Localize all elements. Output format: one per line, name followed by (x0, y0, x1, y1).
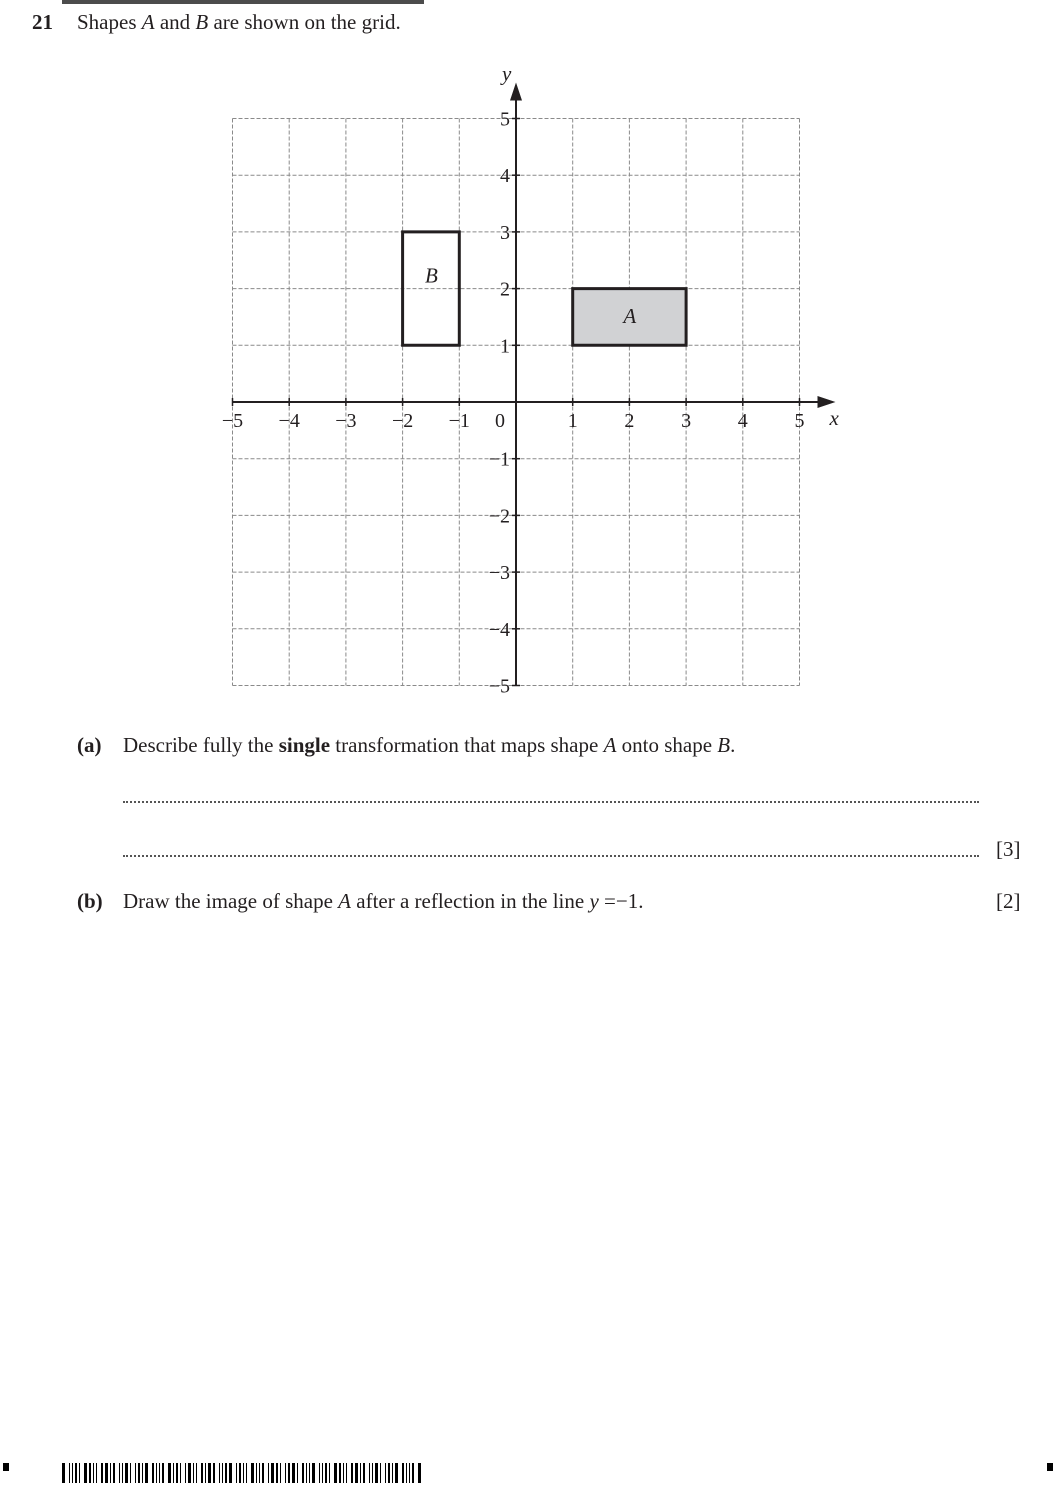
barcode-bar (180, 1463, 181, 1483)
registration-mark-right (1047, 1463, 1053, 1471)
shape-label-b: B (424, 263, 438, 288)
barcode-bar (412, 1463, 414, 1483)
barcode-bar (288, 1463, 290, 1483)
barcode-bar (208, 1463, 211, 1483)
part-a-label: (a) (77, 733, 102, 757)
barcode-bar (276, 1463, 278, 1483)
barcode-bar (363, 1463, 365, 1483)
barcode-bar (246, 1463, 247, 1483)
y-tick-label: 3 (500, 221, 510, 244)
x-tick-label: −1 (448, 410, 470, 432)
x-tick-label: 1 (567, 410, 578, 432)
barcode-bar (306, 1463, 307, 1483)
part-b-label: (b) (77, 889, 103, 913)
barcode-bar (418, 1463, 421, 1483)
barcode-bar (322, 1463, 323, 1483)
barcode-bar (185, 1463, 186, 1483)
barcode-bar (346, 1463, 347, 1483)
barcode-bar (334, 1463, 337, 1483)
barcode-bar (159, 1463, 160, 1483)
barcode-bar (259, 1463, 260, 1483)
barcode-bar (409, 1463, 410, 1483)
barcode-bar (122, 1463, 123, 1483)
barcode-bar (339, 1463, 341, 1483)
barcode-bar (138, 1463, 140, 1483)
x-tick-label: 0 (495, 410, 505, 432)
barcode-bar (292, 1463, 295, 1483)
barcode-bar (268, 1463, 269, 1483)
barcode-bar (392, 1463, 393, 1483)
barcode-bar (89, 1463, 91, 1483)
barcode-bar (96, 1463, 97, 1483)
barcode-bar (110, 1463, 111, 1483)
barcode-bar (79, 1463, 80, 1483)
barcode-bar (256, 1463, 257, 1483)
barcode-bar (302, 1463, 304, 1483)
x-tick-label: −5 (221, 410, 244, 432)
y-axis-label: y (502, 61, 512, 86)
barcode-bar (402, 1463, 404, 1483)
y-axis-arrow (510, 83, 522, 101)
barcode-bar (213, 1463, 215, 1483)
barcode-bar (176, 1463, 178, 1483)
barcode-bar (188, 1463, 191, 1483)
barcode-bar (119, 1463, 120, 1483)
barcode-bar (62, 1463, 65, 1483)
barcode-bar (251, 1463, 254, 1483)
barcode-bar (329, 1463, 330, 1483)
barcode-bar (145, 1463, 148, 1483)
barcode-bar (312, 1463, 315, 1483)
barcode-bar (229, 1463, 232, 1483)
barcode-bar (285, 1463, 286, 1483)
barcode-bar (343, 1463, 344, 1483)
barcode-bar (297, 1463, 298, 1483)
y-tick-label: 1 (500, 335, 510, 358)
page-barcode (62, 1463, 424, 1483)
barcode-bar (162, 1463, 164, 1483)
barcode-bar (69, 1463, 70, 1483)
barcode-bar (201, 1463, 203, 1483)
part-b-marks: [2] (996, 889, 1021, 913)
barcode-bar (75, 1463, 77, 1483)
question-number: 21 (32, 10, 53, 34)
barcode-bar (243, 1463, 244, 1483)
y-tick-label: −2 (488, 505, 510, 528)
y-tick-label: −4 (488, 618, 510, 641)
barcode-bar (219, 1463, 220, 1483)
y-tick-label: 2 (500, 278, 510, 301)
barcode-bar (125, 1463, 128, 1483)
barcode-bar (280, 1463, 281, 1483)
barcode-bar (93, 1463, 94, 1483)
barcode-bar (222, 1463, 223, 1483)
barcode-bar (380, 1463, 381, 1483)
barcode-bar (156, 1463, 157, 1483)
barcode-bar (355, 1463, 358, 1483)
barcode-bar (168, 1463, 171, 1483)
barcode-bar (113, 1463, 115, 1483)
x-tick-label: 4 (737, 410, 748, 432)
x-tick-label: −4 (278, 410, 300, 432)
y-tick-label: −3 (488, 562, 510, 585)
coordinate-grid (0, 0, 1056, 720)
x-tick-label: −2 (391, 410, 414, 432)
barcode-bar (309, 1463, 310, 1483)
answer-line-1[interactable] (123, 801, 979, 803)
y-tick-label: −1 (488, 448, 510, 471)
barcode-bar (360, 1463, 361, 1483)
registration-mark-left (3, 1463, 9, 1471)
barcode-bar (236, 1463, 237, 1483)
part-a-question: Describe fully the single transformation that maps shape A onto shape B. (123, 733, 736, 757)
barcode-bar (372, 1463, 373, 1483)
barcode-bar (369, 1463, 370, 1483)
barcode-bar (325, 1463, 327, 1483)
barcode-bar (205, 1463, 206, 1483)
barcode-bar (319, 1463, 320, 1483)
barcode-bar (130, 1463, 131, 1483)
part-b-question: Draw the image of shape A after a reflection in the line y =−1. (123, 889, 644, 913)
x-axis-label: x (829, 406, 839, 430)
barcode-bar (135, 1463, 136, 1483)
barcode-bar (262, 1463, 264, 1483)
barcode-bar (271, 1463, 274, 1483)
barcode-bar (72, 1463, 73, 1483)
question-intro: Shapes A and B are shown on the grid. (77, 10, 401, 34)
barcode-bar (173, 1463, 174, 1483)
answer-line-2[interactable] (123, 855, 979, 857)
shape-label-a: A (623, 303, 637, 328)
barcode-bar (239, 1463, 241, 1483)
barcode-bar (152, 1463, 154, 1483)
barcode-bar (395, 1463, 398, 1483)
barcode-bar (385, 1463, 386, 1483)
barcode-bar (406, 1463, 407, 1483)
barcode-bar (105, 1463, 108, 1483)
barcode-bar (375, 1463, 378, 1483)
barcode-bar (193, 1463, 194, 1483)
y-tick-label: 5 (500, 108, 510, 131)
part-a-marks: [3] (996, 837, 1021, 861)
barcode-bar (225, 1463, 227, 1483)
barcode-bar (196, 1463, 197, 1483)
x-tick-label: 3 (681, 410, 692, 432)
x-tick-label: 5 (794, 410, 805, 432)
barcode-bar (142, 1463, 143, 1483)
x-tick-label: 2 (624, 410, 635, 432)
y-tick-label: −5 (488, 675, 510, 698)
x-tick-label: −3 (335, 410, 357, 432)
axes (233, 62, 840, 686)
barcode-bar (351, 1463, 353, 1483)
y-tick-label: 4 (500, 165, 510, 188)
barcode-bar (101, 1463, 103, 1483)
barcode-bar (388, 1463, 390, 1483)
barcode-bar (84, 1463, 87, 1483)
